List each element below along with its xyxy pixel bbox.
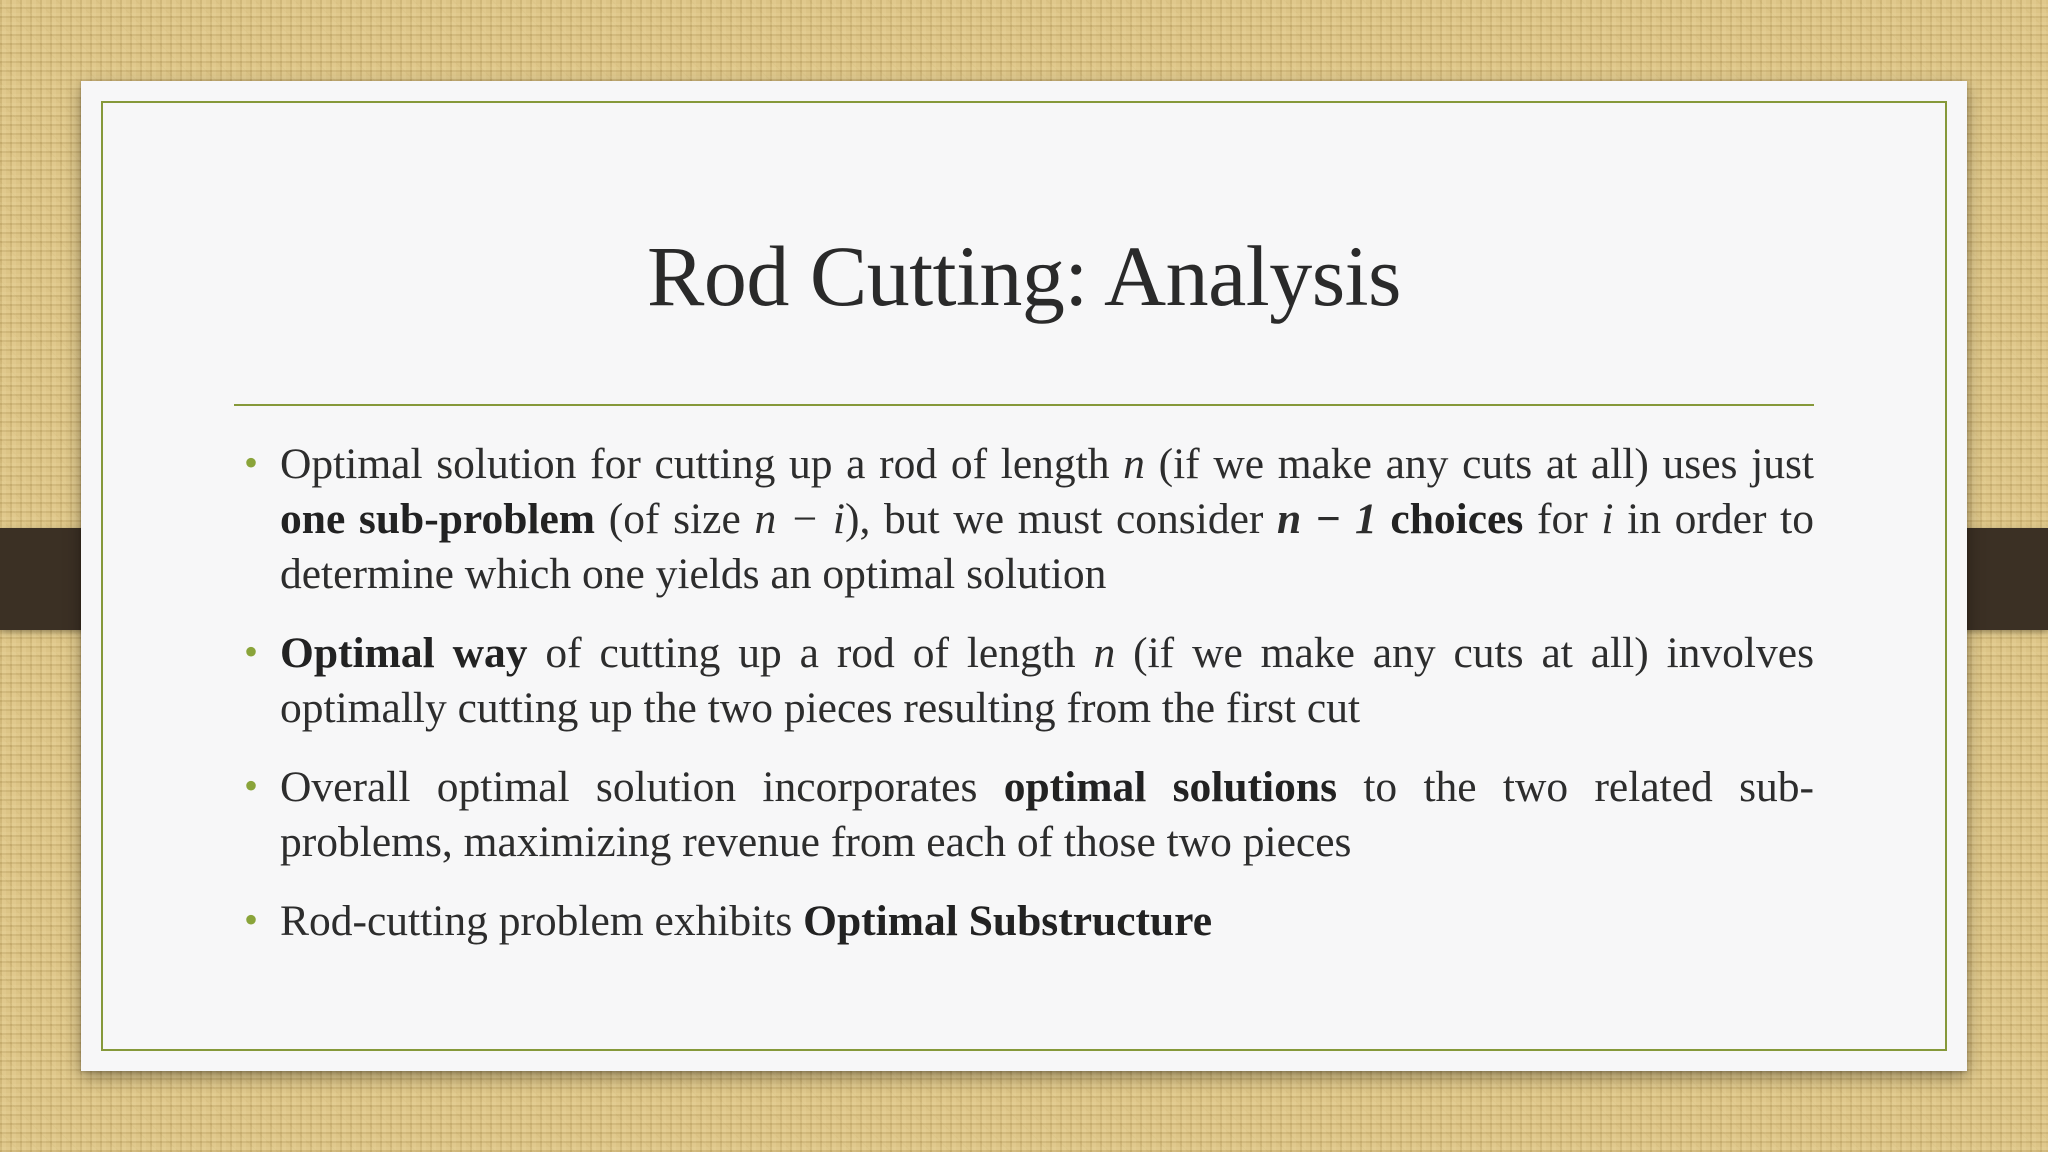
math-expression-bold: n − 1 — [1277, 495, 1377, 543]
bullet-item-3 — [244, 760, 1814, 870]
bullet-text: for — [1523, 495, 1602, 543]
bullet-icon: • — [244, 897, 259, 942]
math-variable: n — [1093, 629, 1116, 677]
title-divider — [234, 404, 1814, 406]
bold-phrase: Optimal way — [280, 629, 528, 677]
bullet-text: in order to determine which one yields an optimal solution — [280, 495, 1814, 598]
bullet-list — [244, 437, 1815, 973]
math-expression: n − i — [754, 495, 845, 543]
bullet-text: (of size — [595, 495, 755, 543]
bold-phrase: Optimal Substructure — [803, 897, 1213, 945]
bullet-text: (if we make any cuts at all) involves optimally cutting up the two pieces resulting from the first cut — [280, 629, 1815, 732]
bold-phrase: choices — [1390, 495, 1524, 543]
bullet-text — [1377, 495, 1391, 543]
bullet-item-4 — [244, 894, 1814, 949]
bullet-text: Overall optimal solution incorporates — [280, 763, 1004, 811]
bullet-text: to the two related sub-problems, maximizing revenue from each of those two pieces — [280, 763, 1814, 866]
slide-card — [81, 81, 1967, 1071]
bullet-text: (if we make any cuts at all) uses just — [1144, 440, 1814, 488]
bold-phrase: one sub-problem — [280, 495, 596, 543]
bold-phrase: optimal solutions — [1003, 763, 1338, 811]
bullet-item-2 — [244, 626, 1815, 736]
slide-title: Rod Cutting: Analysis — [646, 228, 1402, 324]
bullet-icon: • — [244, 440, 259, 485]
bullet-text: Optimal solution for cutting up a rod of length — [280, 440, 1124, 488]
bullet-text: ), but we must consider — [845, 495, 1278, 543]
bullet-item-1 — [244, 437, 1814, 602]
math-variable: i — [1601, 495, 1614, 543]
bullet-icon: • — [244, 763, 259, 808]
math-variable: n — [1123, 440, 1145, 488]
bullet-icon: • — [244, 629, 259, 674]
bullet-text: Rod-cutting problem exhibits — [280, 897, 804, 945]
bullet-text: of cutting up a rod of length — [527, 629, 1094, 677]
